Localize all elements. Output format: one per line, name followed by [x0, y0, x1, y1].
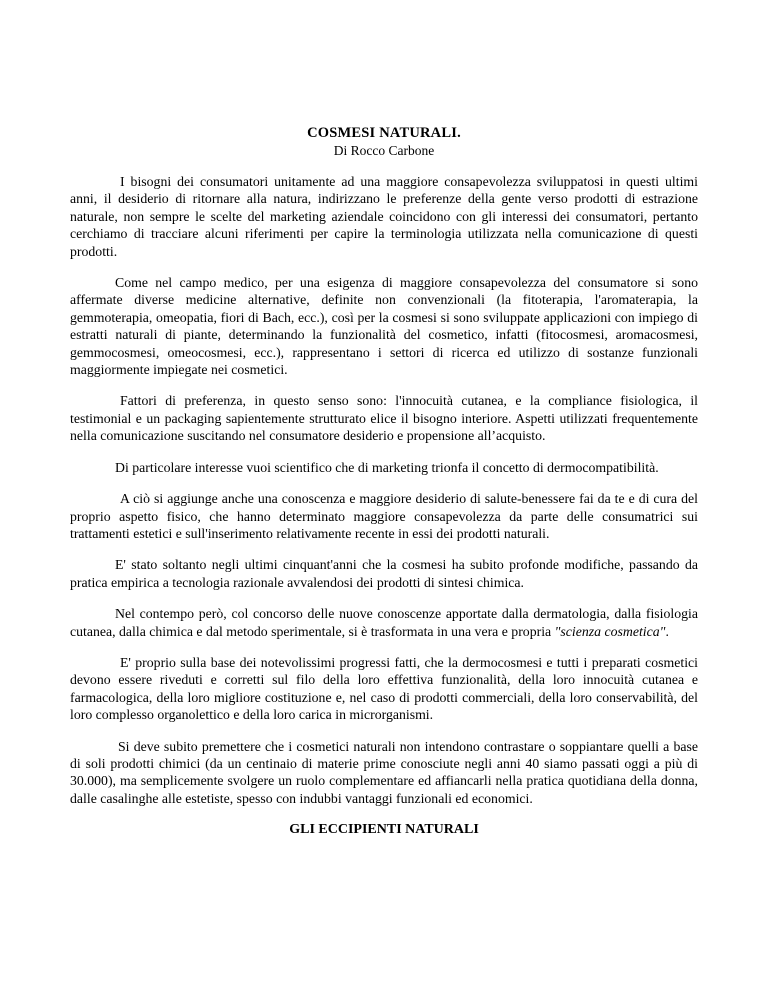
paragraph-9: Si deve subito premettere che i cosmetici naturali non intendono contrastare o soppiantare quelli a base di soli prodotti chimici (da un centinaio di materie prime conosciute negli anni 40 siamo passati oggi a più di 30.000), ma semplicemente svolgere un ruolo complementare ed affiancarli nella pratica quotidiana della donna, dalle casalinghe alle estetiste, spesso con indubbi vantaggi funzionali ed economici. [70, 738, 698, 806]
document-title: COSMESI NATURALI. [307, 125, 461, 141]
paragraph-7 [70, 605, 698, 640]
paragraph-4: Di particolare interesse vuoi scientifico che di marketing trionfa il concetto di dermocompatibilità. [115, 459, 659, 475]
paragraph-6: E' stato soltanto negli ultimi cinquant'anni che la cosmesi ha subito profonde modifiche, passando da pratica empirica a tecnologia razionale avvalendosi dei prodotti di sintesi chimica. [70, 557, 698, 590]
paragraph-7-text: Nel contempo però, col concorso delle nuove conoscenze apportate dalla dermatologia, dalla fisiologia cutanea, dalla chimica e dal metodo sperimentale, si è trasformata in una vera e propria [70, 606, 698, 639]
paragraph-1: I bisogni dei consumatori unitamente ad una maggiore consapevolezza sviluppatosi in questi ultimi anni, il desiderio di ritornare alla natura, indirizzano le preferenze della gente verso prodotti di estrazione naturale, non sempre le scelte del marketing aziendale coincidono con gli interessi dei consumatori, pertanto cerchiamo di tracciare alcuni riferimenti per capire la terminologia utilizzata nella comunicazione di questi prodotti. [70, 174, 698, 259]
paragraph-8: E' proprio sulla base dei notevolissimi progressi fatti, che la dermocosmesi e tutti i preparati cosmetici devono essere riveduti e corretti sul filo della loro effettiva funzionalità, della loro innocuità cutanea e farmacologica, della loro migliore costituzione e, nel caso di prodotti commerciali, della loro conservabilità, del loro complesso organolettico e della loro carica in microrganismi. [70, 654, 698, 723]
paragraph-7-italic: "scienza cosmetica" [554, 623, 666, 639]
section-heading: GLI ECCIPIENTI NATURALI [289, 822, 479, 838]
document-author: Di Rocco Carbone [333, 143, 435, 158]
paragraph-2: Come nel campo medico, per una esigenza di maggiore consapevolezza del consumatore si sono affermate diverse medicine alternative, definite non convenzionali (la fitoterapia, l'aromaterapia, la gemmoterapia, omeopatia, fiori di Bach, ecc.), così per la cosmesi si sono sviluppate applicazioni con impiego di estratti naturali di piante, determinando la funzionalità del cosmetico, infatti (fitocosmesi, aromacosmesi, gemmocosmesi, omeocosmesi, ecc.), rappresentano i settori di ricerca ed utilizzo di sostanze funzionali maggiormente impiegate nei cosmetici. [70, 275, 698, 378]
paragraph-5: A ciò si aggiunge anche una conoscenza e maggiore desiderio di salute-benessere fai da te e di cura del proprio aspetto fisico, che hanno determinato maggiore consapevolezza da parte delle consumatrici sui trattamenti estetici e sull'inserimento relativamente recente in essi dei prodotti naturali. [70, 491, 698, 541]
paragraph-3: Fattori di preferenza, in questo senso sono: l'innocuità cutanea, e la compliance fisiologica, il testimonial e un packaging sapientemente strutturato elice il bisogno interiore. Aspetti utilizzati frequentemente nella comunicazione suscitando nel consumatore desiderio e propensione all’acquisto. [70, 393, 698, 444]
paragraph-7-end: . [665, 623, 669, 639]
